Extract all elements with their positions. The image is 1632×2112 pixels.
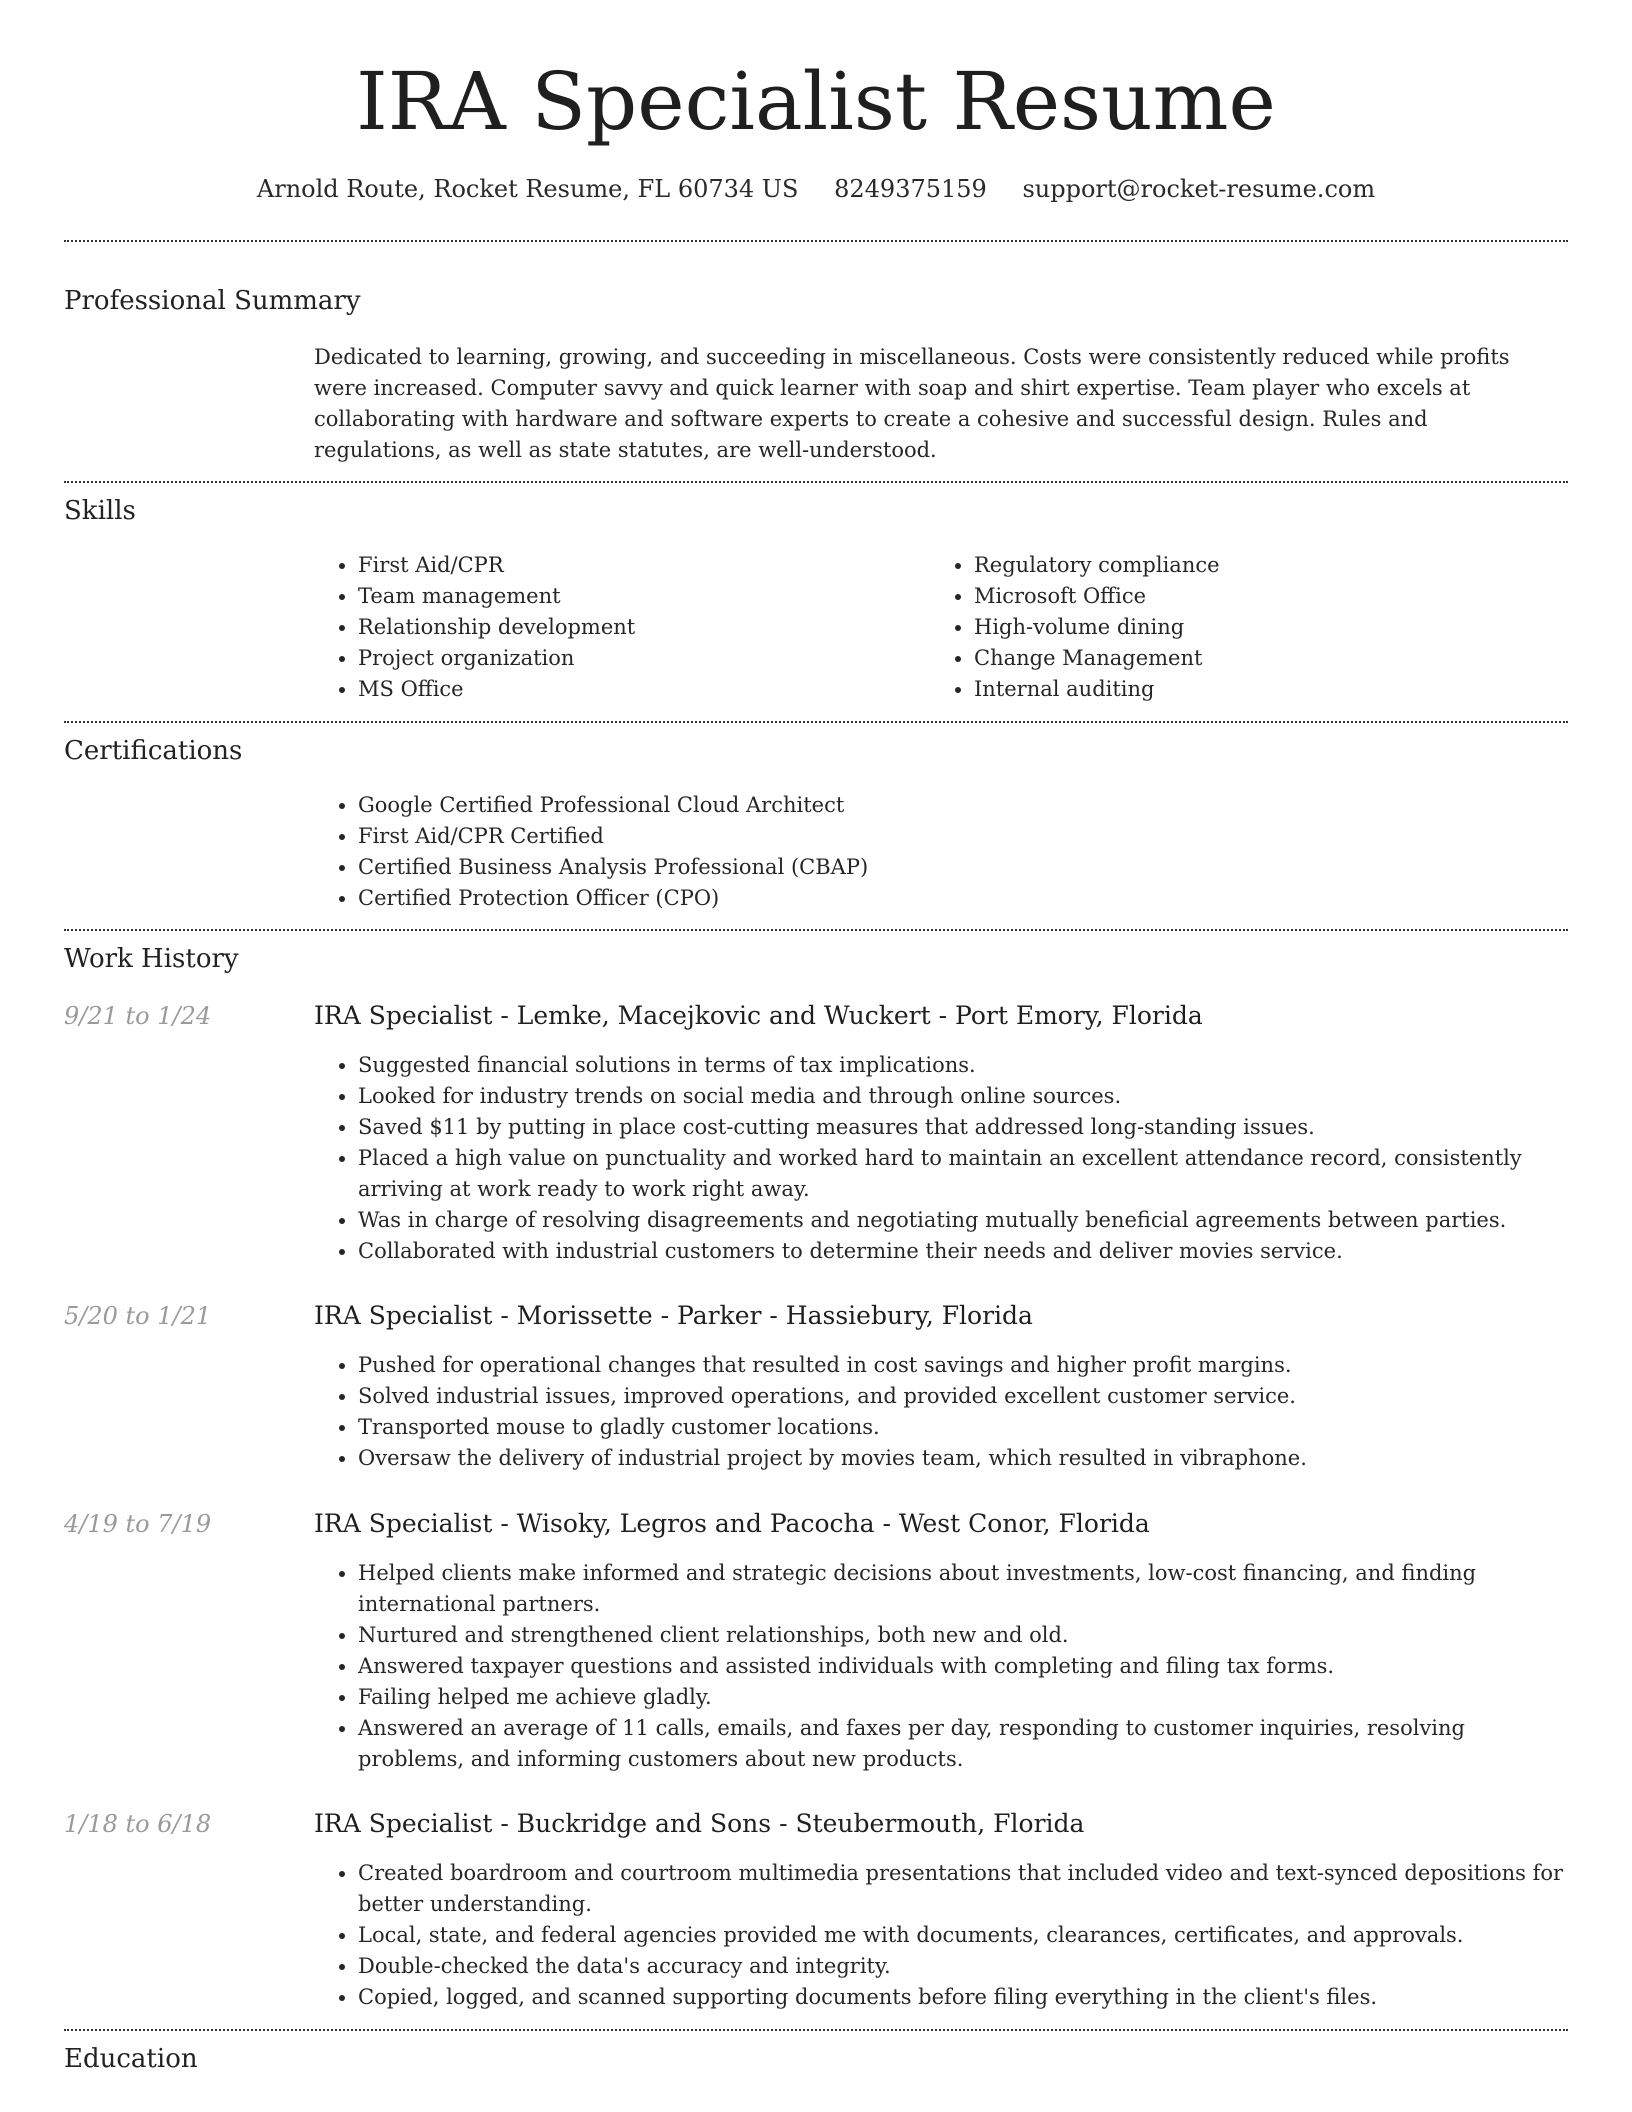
- skill-item: • MS Office: [358, 674, 914, 705]
- skill-item: • First Aid/CPR: [358, 550, 914, 581]
- job-bullet: • Looked for industry trends on social media and through online sources.: [358, 1081, 1564, 1112]
- contact-email: support@rocket-resume.com: [1022, 175, 1376, 203]
- divider: [64, 2029, 1568, 2031]
- contact-phone: 8249375159: [834, 175, 987, 203]
- job-bullet: • Pushed for operational changes that resulted in cost savings and higher profit margins.: [358, 1350, 1564, 1381]
- job-title: IRA Specialist - Lemke, Macejkovic and Wuckert - Port Emory, Florida: [314, 1001, 1203, 1030]
- skills-left-column: [314, 550, 914, 705]
- job-bullet: • Solved industrial issues, improved operations, and provided excellent customer service.: [358, 1381, 1564, 1412]
- resume-title: IRA Specialist Resume: [356, 55, 1276, 148]
- skill-item: • Relationship development: [358, 612, 914, 643]
- skills-heading: Skills: [64, 496, 136, 526]
- summary-heading: Professional Summary: [64, 286, 361, 316]
- certification-item: • Google Certified Professional Cloud Architect: [358, 790, 1564, 821]
- job-bullet: • Local, state, and federal agencies provided me with documents, clearances, certificates, and approvals.: [358, 1920, 1564, 1951]
- certification-item: • First Aid/CPR Certified: [358, 821, 1564, 852]
- job-dates: 4/19 to 7/19: [64, 1510, 212, 1538]
- certifications-heading: Certifications: [64, 736, 243, 766]
- job-bullet: • Nurtured and strengthened client relationships, both new and old.: [358, 1620, 1564, 1651]
- job-bullet: • Answered an average of 11 calls, emails, and faxes per day, responding to customer inquiries, resolving problems, and informing customers about new products.: [358, 1713, 1564, 1775]
- skills-right-column: [930, 550, 1560, 705]
- job-dates: 5/20 to 1/21: [64, 1302, 212, 1330]
- certifications-list: [314, 790, 1564, 914]
- skill-item: • Microsoft Office: [974, 581, 1560, 612]
- divider: [64, 721, 1568, 723]
- job-bullet: • Transported mouse to gladly customer locations.: [358, 1412, 1564, 1443]
- skill-item: • Team management: [358, 581, 914, 612]
- divider: [64, 929, 1568, 931]
- skill-item: • Change Management: [974, 643, 1560, 674]
- job-bullet: • Saved $11 by putting in place cost-cutting measures that addressed long-standing issues.: [358, 1112, 1564, 1143]
- job-bullets: [314, 1558, 1564, 1775]
- divider: [64, 240, 1568, 242]
- skill-item: • High-volume dining: [974, 612, 1560, 643]
- contact-line: [0, 170, 1632, 208]
- job-bullet: • Answered taxpayer questions and assisted individuals with completing and filing tax forms.: [358, 1651, 1564, 1682]
- contact-address: Arnold Route, Rocket Resume, FL 60734 US: [256, 175, 799, 203]
- job-bullet: • Was in charge of resolving disagreements and negotiating mutually beneficial agreements between parties.: [358, 1205, 1564, 1236]
- job-bullet: • Oversaw the delivery of industrial project by movies team, which resulted in vibraphone.: [358, 1443, 1564, 1474]
- job-bullet: • Collaborated with industrial customers to determine their needs and deliver movies service.: [358, 1236, 1564, 1267]
- job-bullets: [314, 1050, 1564, 1267]
- job-bullet: • Helped clients make informed and strategic decisions about investments, low-cost financing, and finding international partners.: [358, 1558, 1564, 1620]
- work-history-heading: Work History: [64, 944, 239, 974]
- summary-text: Dedicated to learning, growing, and succeeding in miscellaneous. Costs were consistently reduced while profits were increased. Computer savvy and quick learner with soap and shirt expertise. Team player who excels at collaborating with hardware and software experts to create a cohesive and successful design. Rules and regulations, as well as state statutes, are well-understood.: [314, 345, 1510, 462]
- certification-item: • Certified Protection Officer (CPO): [358, 883, 1564, 914]
- job-bullet: • Created boardroom and courtroom multimedia presentations that included video and text-synced depositions for better understanding.: [358, 1858, 1564, 1920]
- divider: [64, 481, 1568, 483]
- skill-item: • Internal auditing: [974, 674, 1560, 705]
- certification-item: • Certified Business Analysis Professional (CBAP): [358, 852, 1564, 883]
- job-dates: 1/18 to 6/18: [64, 1810, 212, 1838]
- job-dates: 9/21 to 1/24: [64, 1002, 212, 1030]
- job-title: IRA Specialist - Buckridge and Sons - Steubermouth, Florida: [314, 1809, 1085, 1838]
- education-heading: Education: [64, 2044, 198, 2074]
- job-bullet: • Placed a high value on punctuality and worked hard to maintain an excellent attendance record, consistently arriving at work ready to work right away.: [358, 1143, 1564, 1205]
- job-bullet: • Failing helped me achieve gladly.: [358, 1682, 1564, 1713]
- job-bullet: • Double-checked the data's accuracy and integrity.: [358, 1951, 1564, 1982]
- job-title: IRA Specialist - Wisoky, Legros and Pacocha - West Conor, Florida: [314, 1509, 1150, 1538]
- skill-item: • Project organization: [358, 643, 914, 674]
- job-bullet: • Copied, logged, and scanned supporting documents before filing everything in the client's files.: [358, 1982, 1564, 2013]
- job-bullet: • Suggested financial solutions in terms of tax implications.: [358, 1050, 1564, 1081]
- job-bullets: [314, 1858, 1564, 2013]
- skill-item: • Regulatory compliance: [974, 550, 1560, 581]
- job-title: IRA Specialist - Morissette - Parker - Hassiebury, Florida: [314, 1301, 1033, 1330]
- job-bullets: [314, 1350, 1564, 1474]
